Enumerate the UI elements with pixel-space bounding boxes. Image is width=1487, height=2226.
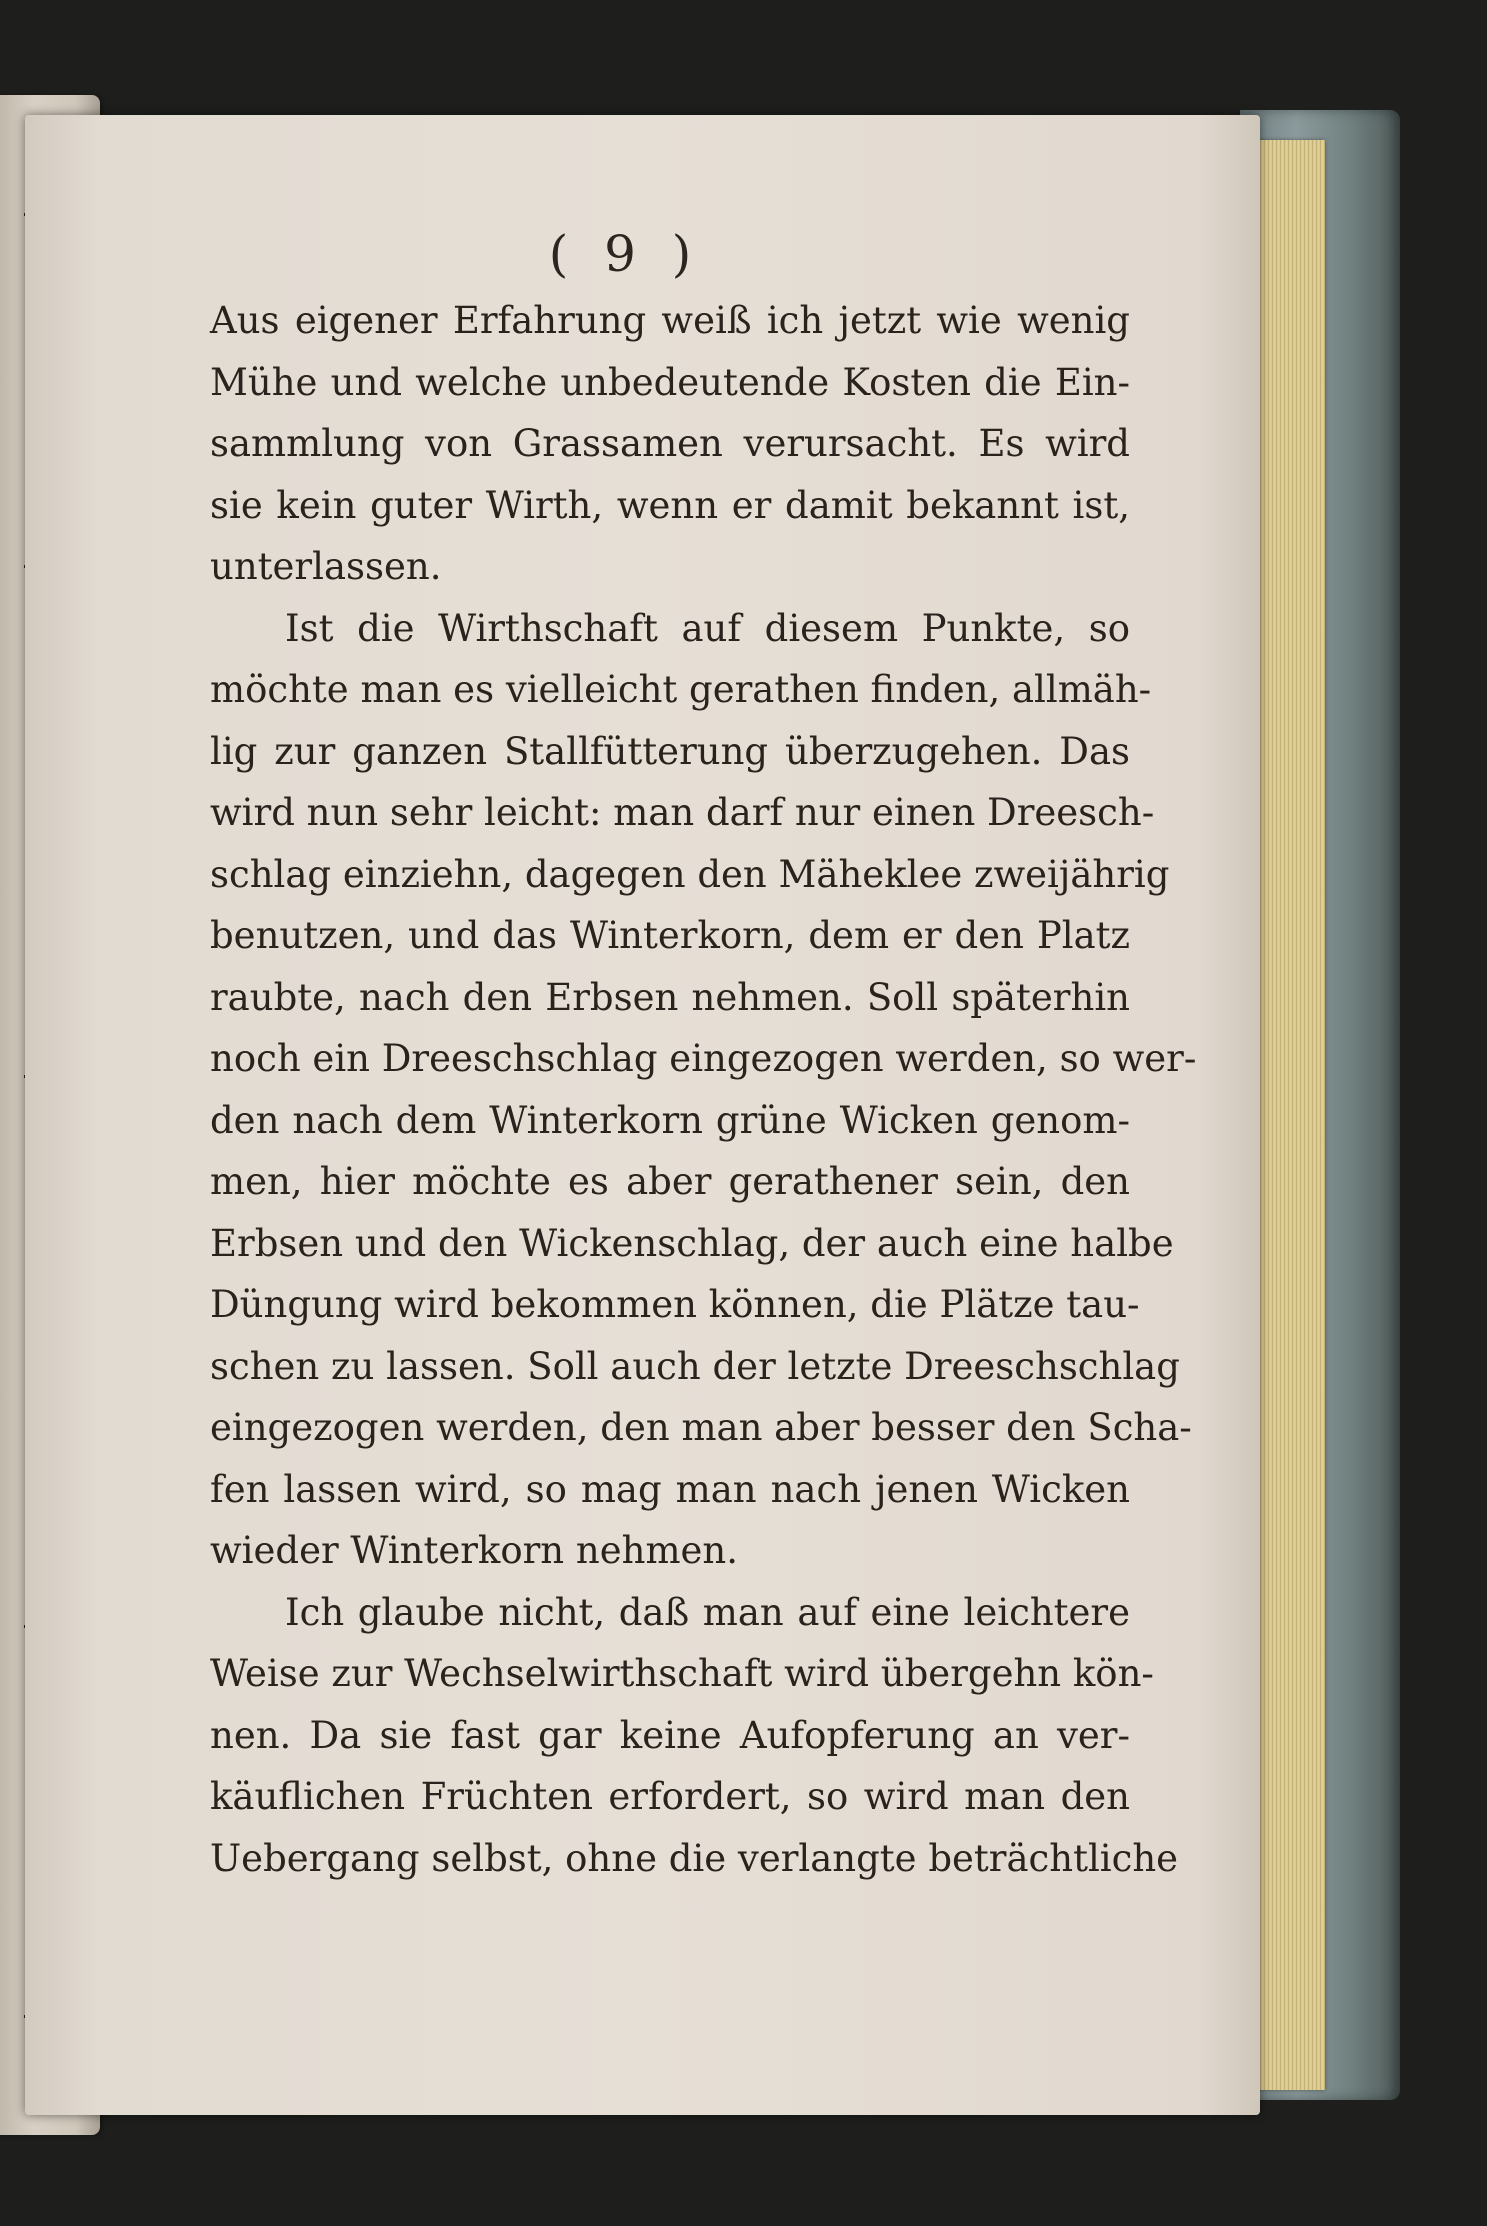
text-line: eingezogen werden, den man aber besser den Scha-	[210, 1406, 1192, 1449]
text-line: Weise zur Wechselwirthschaft wird übergehn kön-	[210, 1652, 1154, 1695]
page-text	[210, 290, 1197, 1889]
text-line: lig zur ganzen Stallfütterung überzugehen. Das	[210, 729, 1130, 773]
text-line: unterlassen.	[210, 545, 442, 588]
text-line: schen zu lassen. Soll auch der letzte Dreeschschlag	[210, 1344, 1180, 1388]
text-line: nen. Da sie fast gar keine Aufopferung an ver-	[210, 1713, 1130, 1757]
text-line: möchte man es vielleicht gerathen finden, allmäh-	[210, 668, 1152, 711]
text-line: Uebergang selbst, ohne die verlangte beträchtliche	[210, 1836, 1179, 1880]
text-line: raubte, nach den Erbsen nehmen. Soll späterhin	[210, 975, 1130, 1019]
text-line: käuflichen Früchten erfordert, so wird man den	[210, 1775, 1130, 1818]
text-line: wieder Winterkorn nehmen.	[210, 1529, 739, 1572]
text-line: men, hier möchte es aber gerathener sein, den	[210, 1160, 1130, 1203]
text-line: noch ein Dreeschschlag eingezogen werden, so wer-	[210, 1037, 1197, 1080]
text-line: sammlung von Grassamen verursacht. Es wird	[210, 422, 1130, 465]
text-line: Ist die Wirthschaft auf diesem Punkte, so	[285, 606, 1130, 650]
text-line: benutzen, und das Winterkorn, dem er den Platz	[210, 914, 1130, 957]
text-line: Ich glaube nicht, daß man auf eine leichtere	[285, 1590, 1130, 1634]
text-line: sie kein guter Wirth, wenn er damit bekannt ist,	[210, 483, 1130, 527]
text-line: Erbsen und den Wickenschlag, der auch eine halbe	[210, 1221, 1174, 1265]
text-line: den nach dem Winterkorn grüne Wicken genom-	[210, 1098, 1130, 1142]
text-line: wird nun sehr leicht: man darf nur einen Dreesch-	[210, 791, 1155, 834]
text-line: fen lassen wird, so mag man nach jenen Wicken	[210, 1467, 1130, 1511]
text-line: Düngung wird bekommen können, die Plätze tau-	[210, 1283, 1140, 1326]
text-line: schlag einziehn, dagegen den Mäheklee zweijährig	[210, 852, 1170, 896]
page-number: ( 9 )	[548, 225, 702, 283]
text-line: Mühe und welche unbedeutende Kosten die Ein-	[210, 360, 1130, 404]
text-line: Aus eigener Erfahrung weiß ich jetzt wie wenig	[210, 299, 1130, 342]
